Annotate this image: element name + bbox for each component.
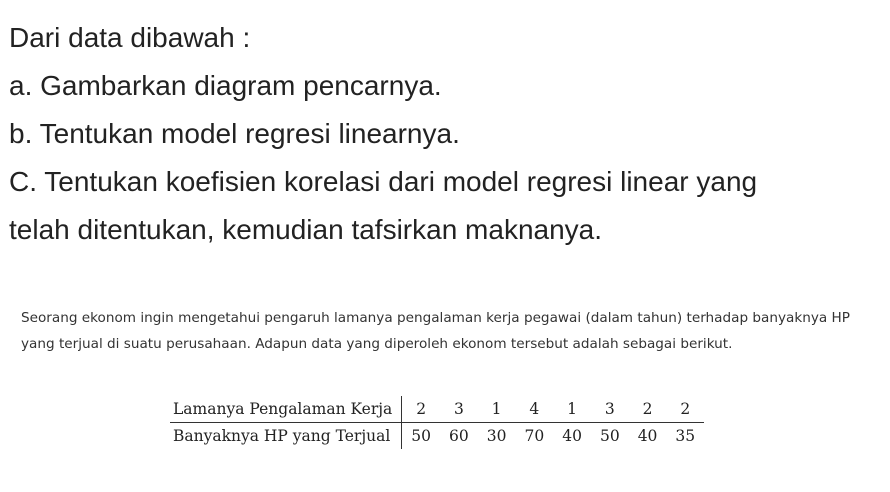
- question-c-line-1: C. Tentukan koefisien korelasi dari model regresi linear yang: [9, 166, 758, 197]
- table-cell: 70: [524, 427, 545, 445]
- table-cell: 3: [440, 396, 478, 423]
- table-cell: 35: [675, 427, 696, 445]
- table-cell: 4: [515, 396, 553, 423]
- table-row-sales: [170, 423, 704, 450]
- question-c-line-2: telah ditentukan, kemudian tafsirkan maknanya.: [9, 214, 603, 245]
- data-table: [170, 396, 704, 449]
- table-cell: 30: [486, 427, 507, 445]
- table-cell: 50: [599, 427, 620, 445]
- table-cell: 3: [591, 396, 629, 423]
- table-cell: 2: [402, 396, 440, 423]
- table-cell: 1: [553, 396, 591, 423]
- problem-statement: Seorang ekonom ingin mengetahui pengaruh lamanya pengalaman kerja pegawai (dalam tahun) terhadap banyaknya HP yang terjual di suatu perusahaan. Adapun data yang diperoleh ekonom tersebut adalah sebagai berikut.: [21, 310, 850, 352]
- table-cell: 1: [478, 396, 516, 423]
- table-cell: 40: [637, 427, 658, 445]
- table-cell: 2: [629, 396, 667, 423]
- row-label: Banyaknya HP yang Terjual: [170, 423, 402, 450]
- table-row-experience: [170, 396, 704, 423]
- row-label: Lamanya Pengalaman Kerja: [170, 396, 402, 423]
- question-b: b. Tentukan model regresi linearnya.: [9, 118, 460, 149]
- table-cell: 60: [449, 427, 469, 445]
- question-a: a. Gambarkan diagram pencarnya.: [9, 70, 442, 101]
- table-cell: 2: [666, 396, 704, 423]
- table-cell: 50: [411, 427, 432, 445]
- table-cell: 40: [562, 427, 582, 445]
- intro-text: Dari data dibawah :: [9, 22, 251, 53]
- question-list: [9, 14, 879, 254]
